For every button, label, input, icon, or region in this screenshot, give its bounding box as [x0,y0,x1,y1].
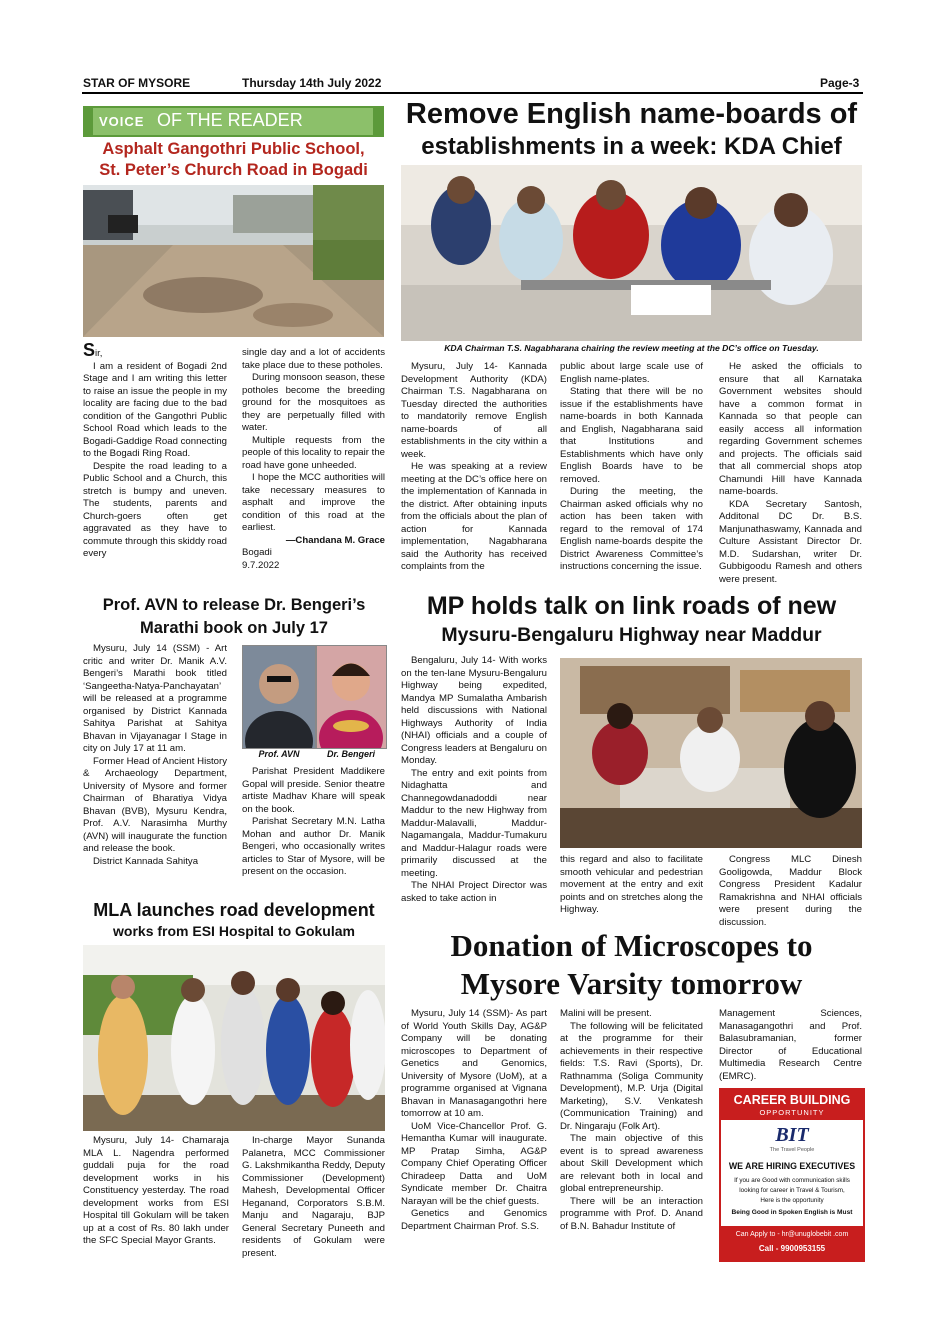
kda-para: public about large scale use of English name-plates. [560,361,703,385]
avn-column-2 [242,766,385,879]
mla-para: In-charge Mayor Sunanda Palanetra, MCC Commissioner G. Lakshmikantha Reddy, Deputy Commissioner (Development) Mahesh, Developmental Officer Heganand, Corporators S.B.M. Manju and Nagaraju, BJP General Secretary Puneeth and residents of Gokulam were present. [242,1135,385,1259]
voice-column-2 [242,347,385,572]
dr-bengeri-photo [316,645,387,749]
issue-date: Thursday 14th July 2022 [242,76,382,90]
voice-signature: —Chandana M. Grace [285,534,385,546]
micro-para: Malini will be present. [560,1008,652,1019]
voice-salutation-text: ir, [95,348,103,359]
kda-headline-1: Remove English name-boards of [405,98,858,130]
avn-para: District Kannada Sahitya [93,855,199,867]
prof-avn-caption: Prof. AVN [258,749,300,759]
avn-para: Parishat Secretary M.N. Latha Mohan and author Dr. Manik Bengeri, who occasionally writes articles to Star of Mysore, will be present on the occasion. [242,816,385,877]
voice-salutation [83,340,227,361]
ad-line-1: If you are Good with communication skills [734,1177,850,1184]
mla-column-2 [242,1135,385,1260]
micro-para: Mysuru, July 14 (SSM)- As part of World Youth Skills Day, AG&P Company will be donating microscopes to Department of Genetics and Genomics, University of Mysore (UoM), at a programme organised at Vignana Bhavan in Manasagangothri here tomorrow at 10 am. [401,1008,547,1119]
mp-headline-1: MP holds talk on link roads of new [426,592,837,620]
voice-para: I am a resident of Bogadi 2nd Stage and I am writing this letter to raise an issue the people in my locality are facing due to the bad condition of the Gangothri Public School Road which leads to the Bogadi-Gaddige Road connecting to the Bogadi Ring Road. [83,360,228,459]
ad-apply-email[interactable]: Can Apply to - hr@unuglobebit .com [735,1231,849,1238]
mp-para: The NHAI Project Director was asked to take action in [401,880,547,904]
mla-para: Mysuru, July 14- Chamaraja MLA L. Nagendra performed guddali puja for the road development works in his Constituency yesterday. The road development works from ESI Hospital till Gokulam will be taken up at a cost of Rs. 80 lakh under the SFC Special Mayor Grants. [83,1135,229,1246]
kda-column-3 [719,361,862,586]
mp-para: Bengaluru, July 14- With works on the ten-lane Mysuru-Bengaluru Highway being expedited, Mandya MP Sumalatha Ambarish held discussions with National Highways Authority of India (NHAI) officials and a couple of Congress leaders at Bengaluru on Monday. [401,655,547,766]
voice-para: Multiple requests from the people of this locality to repair the road have gone unheeded. [242,434,385,471]
ad-line-3: Here is the opportunity [760,1197,824,1204]
avn-para: Former Head of Ancient History & Archaeology Department, University of Mysore and former Chairman of Bharatiya Vidya Bhavan (BVB), Mysuru Kendra, Prof. A.V. Narasimha Murthy (AVN) will inaugurate the function and release the book. [83,755,227,854]
mp-para: The entry and exit points from Nidaghatta and Channegowdanadoddi near Maddur to the new Highway from Maddur-Malavalli, Maddur-Nagamangala, Maddur-Tumakuru and Maddur-Halagur roads were primarily discussed at the meeting. [401,767,547,879]
ad-subtitle: OPPORTUNITY [759,1108,825,1117]
voice-para: I hope the MCC authorities will take necessary measures to asphalt and improve the condition of this road at the earliest. [242,472,385,533]
voice-para: single day and a lot of accidents take place due to these potholes. [242,347,385,371]
voice-banner-bold: VOICE [99,114,145,129]
kda-para: He was speaking at a review meeting at the DC’s office here on the implementation of Kannada in the district. After obtaining inputs from the officials about the plan of action for Kannada implementation, Nagabharana said the Authority has received complaints from the [401,461,547,572]
mp-headline-2: Mysuru-Bengaluru Highway near Maddur [441,624,822,646]
ad-line-2: looking for career in Travel & Tourism, [739,1187,845,1194]
voice-banner [83,106,384,137]
avn-para: Parishat President Maddikere Gopal will preside. Senior theatre artiste Madhav Khare will speak on the book. [242,766,385,815]
page-number: Page-3 [820,76,860,90]
micro-column-2 [560,1008,703,1233]
avn-column-1 [83,643,227,868]
pothole-road-photo [83,185,384,337]
kda-meeting-photo [401,165,862,341]
voice-para: During monsoon season, these potholes become the breeding ground for the mosquitoes as they are perpetually filled with water. [242,372,385,433]
voice-banner-rest: OF THE READER [157,110,303,130]
voice-date: 9.7.2022 [242,559,280,571]
voice-place: Bogadi [242,547,272,558]
voice-dropcap: S [83,340,96,360]
ad-call-number[interactable]: Call - 9900953155 [758,1244,826,1253]
ad-hiring: WE ARE HIRING EXECUTIVES [728,1161,856,1171]
prof-avn-photo [242,645,316,749]
kda-para: Mysuru, July 14- Kannada Development Authority (KDA) Chairman T.S. Nagabharana on Tuesday directed the authorities to mandatorily remove English name-boards of all establishments in the city within a week. [401,361,547,460]
kda-para: He asked the officials to ensure that all Karnataka Government websites should have a common format in Kannada so that people can easily access all information regarding Government schemes and projects. The officials said that all commercial shops atop Chamundi Hill have Kannada name-boards. [719,361,862,497]
kda-photo-caption: KDA Chairman T.S. Nagabharana chairing the review meeting at the DC’s office on Tuesday. [444,343,819,353]
voice-headline-2: St. Peter’s Church Road in Bogadi [99,161,368,179]
avn-para: Mysuru, July 14 (SSM) - Art critic and writer Dr. Manik A.V. Bengeri’s Marathi book titled ‘Sangeetha-Natya-Panchayatan’ will be released at a programme organised by District Kannada Sahitya Parishat at Sahitya Bhavan in Vijayanagar I Stage in city on July 17 at 11 am. [83,643,227,754]
micro-para: The following will be felicitated at the programme for their achievements in their respective fields: T.S. Ravi (Sports), Dr. Rathnamma (Soliga Community Development), M.P. Urja (Digital Marketing), S.V. Venkatesh (Communication Training) and Dr. Ningaraju (Folk Art). [560,1020,703,1132]
kda-para: KDA Secretary Santosh, Additonal DC Dr. B.S. Manjunathaswamy, Kannada and Culture Assistant Director Dr. M.D. Sudarshan, writer Dr. Gubbigoodu Ramesh and others were present. [719,498,862,585]
micro-para: Management Sciences, Manasagangothri and Prof. Balasubramanian, former Director of Educational Multimedia Research Centre (EMRC). [719,1008,862,1082]
mp-para: this regard and also to facilitate smooth vehicular and pedestrian movement at the entry and exit points and on stretches along the Highway. [560,854,703,915]
masthead-rule [82,92,863,94]
voice-column-1 [83,340,228,561]
ad-logo: BIT [775,1124,809,1146]
micro-column-1 [401,1008,547,1233]
avn-headline-2: Marathi book on July 17 [140,619,328,637]
paper-name: STAR OF MYSORE [83,76,191,90]
mp-column-1 [401,655,547,905]
kda-column-2 [560,361,703,574]
micro-para: Genetics and Genomics Department Chairman Prof. S.S. [401,1208,547,1232]
avn-headline-1: Prof. AVN to release Dr. Bengeri’s [102,596,366,614]
micro-para: The main objective of this event is to spread awareness about Skill Development which are relevant both in local and global entrepreneurship. [560,1133,703,1194]
micro-headline-2: Mysore Varsity tomorrow [460,966,803,1001]
dr-bengeri-caption: Dr. Bengeri [326,749,375,759]
ad-line-4: Being Good in Spoken English is Must [731,1209,853,1216]
micro-para: UoM Vice-Chancellor Prof. G. Hemantha Kumar will inaugurate. MP Pratap Simha, AG&P Company Chief Operating Officer Chiradeep Datta and UoM Syndicate member Dr. Chaitra Narayan will be the chief guests. [401,1120,547,1207]
voice-para: Despite the road leading to a Public School and a Church, this stretch is bumpy and uneven. The students, parents and Church-goers often get aggravated as they have to commute through this skiddy road every [83,460,227,559]
kda-column-1 [401,361,547,574]
micro-headline-1: Donation of Microscopes to [450,928,813,963]
kda-para: During the meeting, the Chairman asked officials why no action has been taken with regard to the removal of 174 English name-boards despite the District Awareness Committee’s instructions concerning the issue. [560,486,703,572]
mla-headline-1: MLA launches road development [93,900,375,920]
mla-column-1 [83,1135,229,1248]
micro-column-3 [719,1008,862,1083]
ad-title: CAREER BUILDING [733,1093,851,1107]
career-ad[interactable] [719,1088,865,1262]
mp-column-3 [719,854,862,929]
kda-para: Stating that there will be no issue if the establishments have name-boards in both Kannada and English, Nagabharana said that Institutions and Establishments which have only English Boards have to be removed. [560,386,703,485]
mp-column-2 [560,854,703,917]
micro-para: There will be an interaction programme with Prof. D. Anand of B.N. Bahadur Institute of [560,1195,703,1232]
voice-headline-1: Asphalt Gangothri Public School, [102,140,365,158]
mp-para: Congress MLC Dinesh Gooligowda, Maddur Block Congress President Kadalur Ramakrishna and NHAI officials were present during the discussion. [719,854,862,928]
mla-puja-photo [83,945,385,1131]
kda-headline-2: establishments in a week: KDA Chief [421,133,842,160]
mp-meeting-photo [560,658,862,848]
mla-headline-2: works from ESI Hospital to Gokulam [113,923,355,939]
ad-logo-tagline: The Travel People [769,1147,815,1153]
